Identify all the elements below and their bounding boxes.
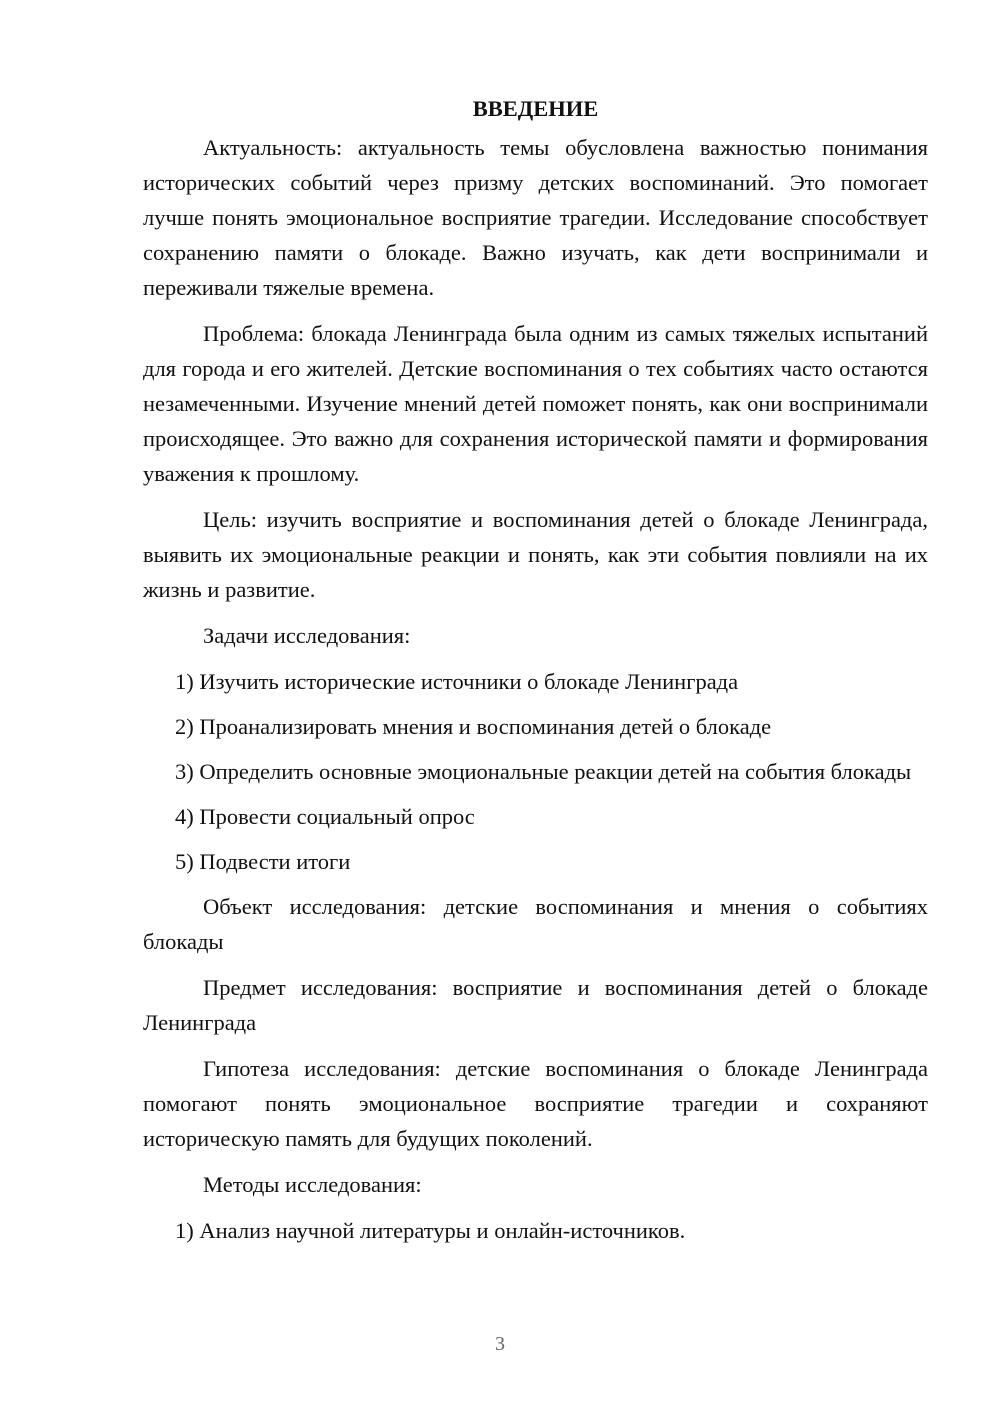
object-paragraph: Объект исследования: детские воспоминания и мнения о событиях блокады: [143, 894, 928, 954]
hypothesis-paragraph: Гипотеза исследования: детские воспоминания о блокаде Ленинграда помогают понять эмоциональное восприятие трагедии и сохраняют историческую память для будущих поколений.: [143, 1056, 928, 1151]
page-content: [143, 92, 928, 1258]
task-item: 1) Изучить исторические источники о блокаде Ленинграда: [175, 669, 739, 694]
task-item: 4) Провести социальный опрос: [175, 804, 475, 829]
page-title: ВВЕДЕНИЕ: [472, 96, 599, 121]
relevance-paragraph: Актуальность: актуальность темы обусловлена важностью понимания исторических событий через призму детских воспоминаний. Это помогает лучше понять эмоциональное восприятие трагедии. Исследование способствует сохранению памяти о блокаде. Важно изучать, как дети воспринимали и переживали тяжелые времена.: [143, 135, 928, 300]
task-item: 5) Подвести итоги: [175, 849, 351, 874]
method-item: 1) Анализ научной литературы и онлайн-источников.: [175, 1218, 686, 1243]
problem-paragraph: Проблема: блокада Ленинграда была одним из самых тяжелых испытаний для города и его жителей. Детские воспоминания о тех событиях часто остаются незамеченными. Изучение мнений детей поможет понять, как они воспринимали происходящее. Это важно для сохранения исторической памяти и формирования уважения к прошлому.: [143, 321, 928, 486]
goal-paragraph: Цель: изучить восприятие и воспоминания детей о блокаде Ленинграда, выявить их эмоциональные реакции и понять, как эти события повлияли на их жизнь и развитие.: [143, 507, 928, 602]
task-item: 2) Проанализировать мнения и воспоминания детей о блокаде: [175, 714, 772, 739]
task-item: 3) Определить основные эмоциональные реакции детей на события блокады: [175, 759, 912, 784]
subject-paragraph: Предмет исследования: восприятие и воспоминания детей о блокаде Ленинграда: [143, 975, 928, 1035]
methods-heading: Методы исследования:: [203, 1172, 422, 1197]
page-number: 3: [495, 1333, 505, 1355]
tasks-heading: Задачи исследования:: [203, 623, 411, 648]
